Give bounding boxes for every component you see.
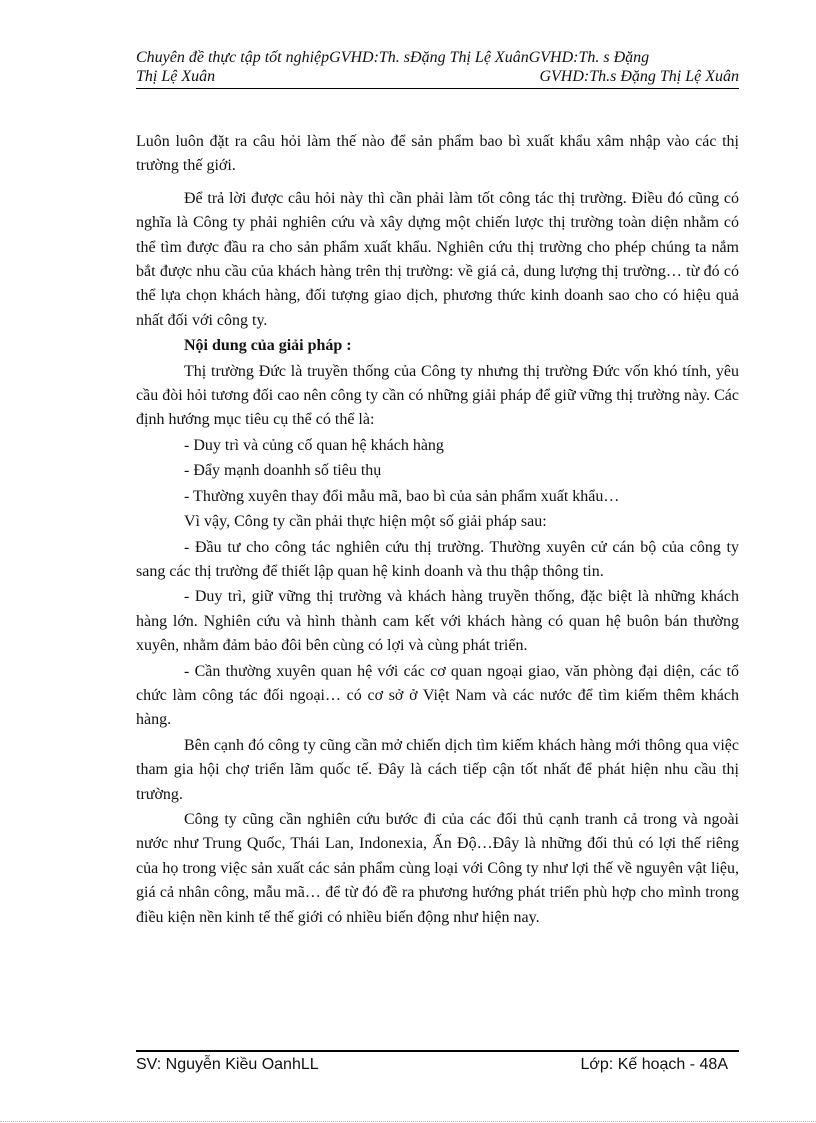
footer-class: Lớp: Kế hoạch - 48A: [580, 1056, 728, 1073]
paragraph-solution-2: - Duy trì, giữ vững thị trường và khách hàng truyền thống, đặc biệt là những khách hàng lớn. Nghiên cứu và hình thành cam kết với khách hàng có quan hệ buôn bán thường xuyên, nhằm đảm bảo đôi bên cùng có lợi và cùng phát triển.: [136, 588, 739, 655]
paragraph-market-research: Để trả lời được câu hỏi này thì cần phải làm tốt công tác thị trường. Điều đó cũng có nghĩa là Công ty phải nghiên cứu và xây dựng một chiến lược thị trường toàn diện nhằm có thể tìm được đầu ra cho sản phẩm xuất khẩu. Nghiên cứu thị trường cho phép chúng ta nắm bắt được nhu cầu của khách hàng trên thị trường: về giá cả, dung lượng thị trường… từ đó có thể lựa chọn khách hàng, đối tượng giao dịch, phương thức kinh doanh sao cho có hiệu quả nhất đối với công ty.: [136, 189, 739, 329]
paragraph-solution-3: - Cần thường xuyên quan hệ với các cơ quan ngoại giao, văn phòng đại diện, các tổ chức làm công tác đối ngoại… có cơ sở ở Việt Nam và các nước để tìm kiếm thêm khách hàng.: [136, 662, 739, 729]
bullet-item-1: - Duy trì và củng cố quan hệ khách hàng: [184, 436, 444, 454]
page-edge-divider: [0, 1121, 816, 1122]
footer-divider: [136, 1050, 739, 1052]
bullet-item-2: - Đẩy mạnh doanhh số tiêu thụ: [184, 462, 382, 480]
section-heading: Nội dung của giải pháp :: [184, 337, 352, 355]
header-line-2-right: GVHD:Th.s Đặng Thị Lệ Xuân: [539, 68, 739, 85]
paragraph-solution-1: - Đầu tư cho công tác nghiên cứu thị trường. Thường xuyên cử cán bộ của công ty sang các thị trường để thiết lập quan hệ kinh doanh và thu thập thông tin.: [136, 538, 739, 580]
document-body: [136, 130, 739, 931]
header-line-2-left: Thị Lệ Xuân: [136, 68, 216, 85]
page-header: [136, 48, 739, 89]
paragraph-intro: Luôn luôn đặt ra câu hỏi làm thế nào để sản phẩm bao bì xuất khẩu xâm nhập vào các thị trường thế giới.: [136, 133, 739, 175]
paragraph-trade-fairs: Bên cạnh đó công ty cũng cần mở chiến dịch tìm kiếm khách hàng mới thông qua việc tham gia hội chợ triển lãm quốc tế. Đây là cách tiếp cận tốt nhất để phát hiện nhu cầu thị trường.: [136, 736, 739, 803]
header-line-1: Chuyên đề thực tập tốt nghiệpGVHD:Th. sĐặng Thị Lệ XuânGVHD:Th. s Đặng: [136, 49, 650, 66]
paragraph-german-market: Thị trường Đức là truyền thống của Công ty nhưng thị trường Đức vốn khó tính, yêu cầu đòi hỏi tương đối cao nên công ty cần có những giải pháp để giữ vững thị trường này. Các định hướng mục tiêu cụ thể có thể là:: [136, 362, 739, 429]
bullet-item-3: - Thường xuyên thay đổi mẫu mã, bao bì của sản phẩm xuất khẩu…: [184, 487, 620, 505]
footer-student: SV: Nguyễn Kiều OanhLL: [136, 1056, 319, 1073]
paragraph-competitors: Công ty cũng cần nghiên cứu bước đi của các đối thủ cạnh tranh cả trong và ngoài nước như Trung Quốc, Thái Lan, Indonexia, Ấn Độ…Đây là những đối thủ có lợi thế riêng của họ trong việc sản xuất các sản phẩm cùng loại với Công ty như lợi thế về nguyên vật liệu, giá cả nhân công, mẫu mã… để từ đó đề ra phương hướng phát triển phù hợp cho mình trong điều kiện nền kinh tế thế giới có nhiều biến động như hiện nay.: [136, 810, 739, 926]
page-footer: [136, 1056, 728, 1074]
header-line-2: [136, 67, 739, 86]
paragraph-solutions-intro: Vì vậy, Công ty cần phải thực hiện một số giải pháp sau:: [184, 513, 547, 531]
